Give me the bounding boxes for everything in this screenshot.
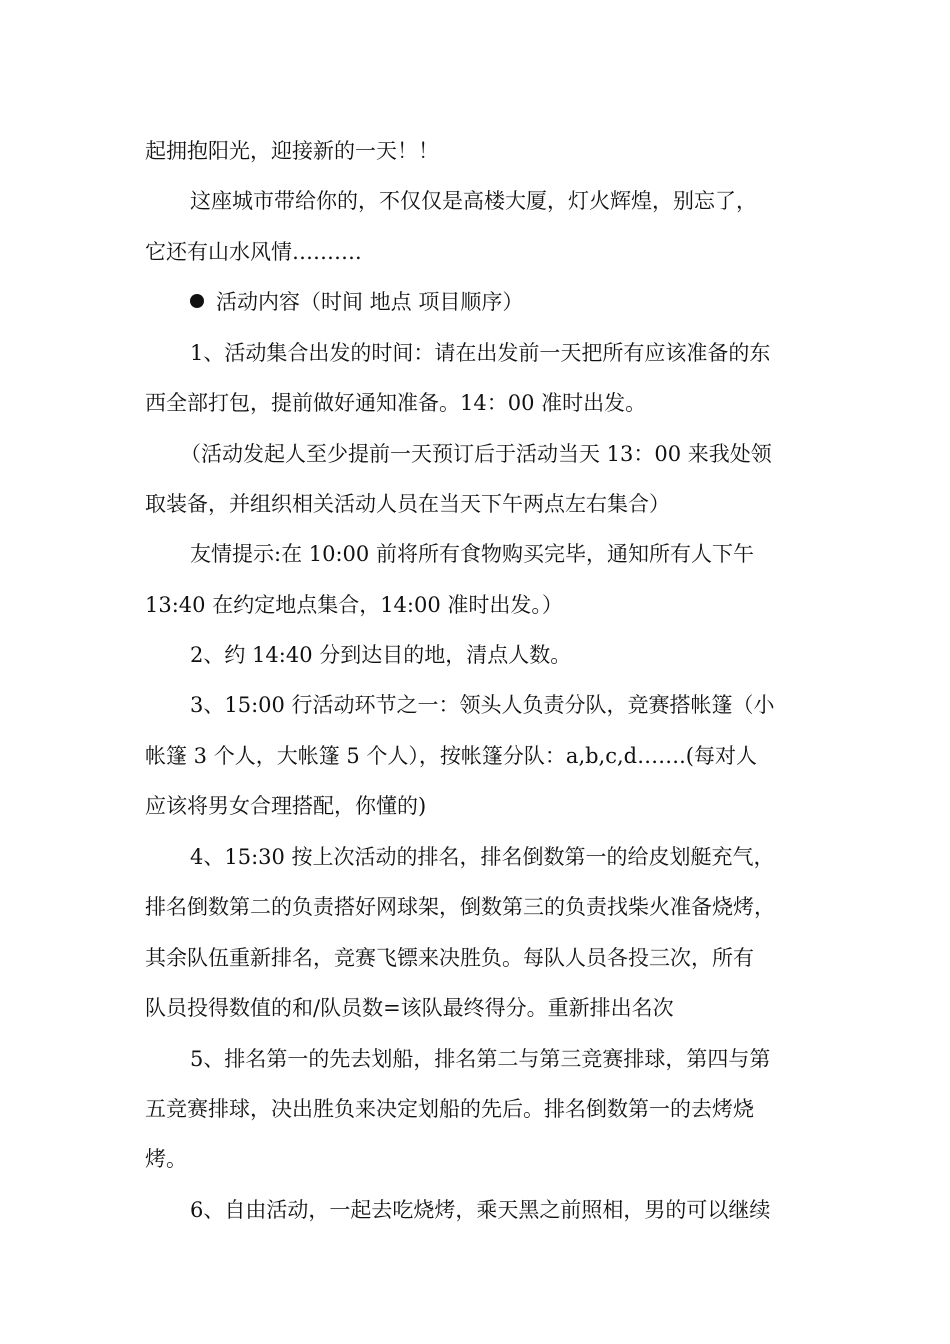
text-line: 帐篷 3 个人，大帐篷 5 个人），按帐篷分队：a,b,c,d…….(每对人	[145, 744, 757, 768]
text-line: 西全部打包，提前做好通知准备。14：00 准时出发。	[145, 391, 647, 415]
text-line: 2、约 14:40 分到达目的地，清点人数。	[190, 643, 572, 667]
text-line: 取装备，并组织相关活动人员在当天下午两点左右集合）	[145, 492, 670, 516]
text-line: 6、自由活动，一起去吃烧烤，乘天黑之前照相，男的可以继续	[190, 1198, 771, 1222]
text-line: 4、15:30 按上次活动的排名，排名倒数第一的给皮划艇充气，	[190, 845, 775, 869]
text-line: 排名倒数第二的负责搭好网球架，倒数第三的负责找柴火准备烧烤，	[145, 895, 775, 919]
bullet-dot-icon	[190, 294, 204, 308]
text-line: 起拥抱阳光，迎接新的一天！！	[145, 139, 439, 163]
text-line: 这座城市带给你的，不仅仅是高楼大厦，灯火辉煌，别忘了，	[190, 189, 757, 213]
text-line: 1、活动集合出发的时间：请在出发前一天把所有应该准备的东	[190, 341, 771, 365]
text-line: 3、15:00 行活动环节之一：领头人负责分队，竞赛搭帐篷（小	[190, 693, 775, 717]
text-line: 队员投得数值的和/队员数=该队最终得分。重新排出名次	[145, 996, 674, 1020]
text-line: 13:40 在约定地点集合，14:00 准时出发。）	[145, 593, 563, 617]
text-line: 友情提示:在 10:00 前将所有食物购买完毕，通知所有人下午	[190, 542, 754, 566]
text-line: 应该将男女合理搭配，你懂的)	[145, 794, 427, 818]
text-line: 其余队伍重新排名，竞赛飞镖来决胜负。每队人员各投三次，所有	[145, 946, 754, 970]
text-line: 它还有山水风情……….	[145, 240, 362, 264]
text-line: （活动发起人至少提前一天预订后于活动当天 13：00 来我处领	[180, 442, 772, 466]
bullet-line	[190, 288, 870, 316]
text-line: 五竞赛排球，决出胜负来决定划船的先后。排名倒数第一的去烤烧	[145, 1097, 754, 1121]
text-line: 活动内容（时间 地点 项目顺序）	[216, 290, 524, 314]
text-line: 5、排名第一的先去划船，排名第二与第三竞赛排球，第四与第	[190, 1047, 771, 1071]
text-line: 烤。	[145, 1147, 187, 1171]
